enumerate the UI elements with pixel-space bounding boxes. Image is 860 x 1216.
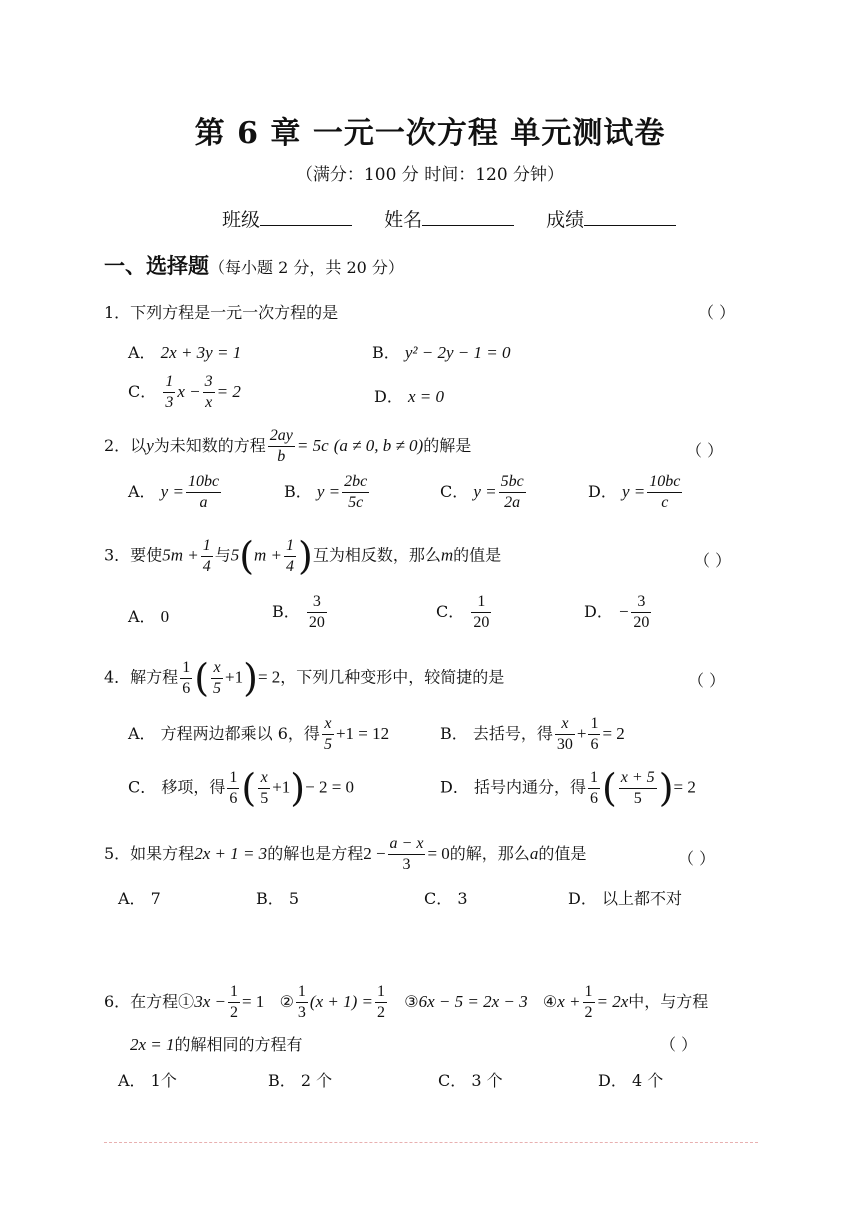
- option-value: 3 个: [471, 1071, 503, 1090]
- option-label: B．: [272, 602, 300, 621]
- fraction: [588, 768, 600, 809]
- stem-text: 中，与方程: [628, 992, 709, 1011]
- fraction: [555, 714, 575, 755]
- frac-num: 1: [227, 768, 239, 789]
- option-value: 1个: [150, 1071, 177, 1090]
- option-value: 5: [288, 889, 300, 908]
- frac-num: 2bc: [342, 472, 369, 493]
- frac-num: x: [322, 714, 334, 735]
- page-subtitle: （满分：100 分 时间：120 分钟）: [295, 165, 565, 185]
- frac-num: 5bc: [499, 472, 526, 493]
- paren-glyph: (: [601, 766, 617, 810]
- frac-den: 5: [323, 736, 332, 753]
- frac-den: 5: [260, 789, 269, 807]
- frac-den: 20: [473, 614, 490, 631]
- q6-option-d[interactable]: [598, 1068, 663, 1091]
- fraction: [201, 536, 213, 577]
- option-math: 0: [160, 607, 170, 626]
- fraction: [284, 536, 296, 577]
- section-title: 一、选择题: [104, 253, 209, 278]
- stem-text: 的值是: [453, 545, 502, 565]
- frac-den: 5: [633, 789, 642, 807]
- student-info-fields: [222, 205, 702, 232]
- stem-var: y: [146, 436, 154, 455]
- class-label: 班级: [222, 209, 261, 231]
- q2-option-c[interactable]: [440, 472, 528, 513]
- fraction: [180, 658, 192, 699]
- option-math: −: [617, 602, 630, 621]
- q6-answer-paren[interactable]: （ ）: [660, 1035, 698, 1054]
- stem-math: 5m +: [162, 545, 199, 565]
- option-label: B．: [284, 482, 312, 501]
- stem-math: 2x + 1 = 3: [194, 844, 268, 863]
- frac-num: 1: [588, 714, 600, 735]
- frac-num: x: [555, 714, 575, 735]
- paren-glyph: (: [194, 656, 210, 700]
- frac-den: 6: [589, 789, 598, 807]
- option-label: C．: [424, 889, 453, 908]
- stem-math: 6x − 5 = 2x − 3: [418, 992, 528, 1011]
- frac-num: 10bc: [647, 472, 682, 493]
- option-text: 方程两边都乘以 6，得: [160, 724, 320, 743]
- stem-text: 2．以: [104, 436, 147, 455]
- option-value: 7: [150, 889, 161, 908]
- frac-num: 1: [375, 982, 387, 1003]
- fraction: [322, 714, 334, 755]
- frac-den: b: [277, 448, 286, 465]
- q5-option-b[interactable]: [256, 886, 299, 909]
- q1-stem: 1．下列方程是一元一次方程的是: [104, 303, 339, 322]
- frac-den: 3: [297, 1004, 306, 1021]
- option-value: 3: [457, 889, 468, 908]
- frac-num: x + 5: [619, 768, 657, 789]
- option-label: C．: [436, 602, 465, 621]
- option-value: 4 个: [631, 1071, 664, 1090]
- frac-den: 3: [402, 856, 411, 873]
- section-heading: [104, 250, 404, 280]
- name-blank[interactable]: [422, 207, 514, 226]
- option-math: − 2 = 0: [305, 777, 355, 797]
- frac-num: 1: [284, 536, 296, 557]
- frac-den: 4: [286, 557, 295, 575]
- fraction: [647, 472, 682, 513]
- frac-den: 6: [182, 679, 191, 697]
- option-label: B．: [268, 1071, 296, 1090]
- option-label: B．: [440, 724, 468, 743]
- option-label: A．: [128, 482, 156, 501]
- stem-text: 与: [214, 545, 231, 565]
- score-blank[interactable]: [584, 207, 676, 226]
- frac-den: 2: [584, 1004, 593, 1021]
- q2-option-d[interactable]: [588, 472, 684, 513]
- fraction: [268, 426, 295, 467]
- fraction: [296, 982, 308, 1023]
- q2-stem: [104, 426, 471, 467]
- section-note: （每小题 2 分，共 20 分）: [209, 258, 404, 277]
- frac-num: a − x: [388, 834, 426, 855]
- fraction: [588, 714, 600, 755]
- stem-text: 的解，那么: [449, 844, 530, 863]
- fraction: [211, 658, 223, 699]
- q1-option-c[interactable]: [128, 372, 241, 413]
- stem-math: (x + 1) =: [309, 992, 373, 1011]
- option-math: = 2: [216, 382, 241, 401]
- fraction: [227, 768, 239, 809]
- q2-option-b[interactable]: [284, 472, 371, 513]
- fraction: [342, 472, 369, 513]
- q3-stem: [104, 534, 501, 578]
- stem-math: 2 −: [363, 844, 386, 863]
- stem-text: ，下列几种变形中，较简捷的是: [280, 667, 505, 687]
- q5-stem: [104, 834, 586, 875]
- stem-math: 2x = 1: [130, 1035, 175, 1054]
- stem-math: x +: [557, 992, 581, 1011]
- stem-math: = 5c: [296, 436, 329, 455]
- q3-option-a[interactable]: [128, 604, 169, 627]
- option-label: D．: [568, 889, 597, 908]
- q5-option-c[interactable]: [424, 886, 468, 909]
- frac-den: 5c: [348, 494, 364, 511]
- q1-option-a[interactable]: [128, 340, 241, 363]
- fraction: [203, 372, 215, 413]
- fraction: [583, 982, 595, 1023]
- q6-stem: [104, 982, 708, 1023]
- frac-den: 5: [213, 679, 222, 697]
- option-label: D．: [440, 777, 469, 797]
- option-math: x = 0: [407, 387, 444, 406]
- option-text: 去括号，得: [472, 724, 553, 743]
- q6-option-b[interactable]: [268, 1068, 332, 1091]
- stem-text: 3．要使: [104, 545, 163, 565]
- frac-den: a: [199, 494, 208, 511]
- stem-text: 为未知数的方程: [153, 436, 266, 455]
- frac-den: 20: [633, 614, 650, 631]
- class-blank[interactable]: [260, 207, 352, 226]
- q3-option-d[interactable]: [584, 592, 653, 633]
- stem-var: m: [440, 545, 454, 565]
- paren-glyph: ): [658, 766, 674, 810]
- fraction: [388, 834, 426, 875]
- option-label: A．: [128, 343, 156, 362]
- q4-answer-paren[interactable]: （ ）: [688, 671, 726, 690]
- stem-math: (a ≠ 0, b ≠ 0): [333, 436, 424, 455]
- option-math: 2x + 3y = 1: [160, 343, 242, 362]
- q5-answer-paren[interactable]: （ ）: [678, 849, 716, 868]
- fraction: [228, 982, 240, 1023]
- q5-option-d[interactable]: [568, 886, 682, 909]
- frac-num: x: [211, 658, 223, 679]
- name-label: 姓名: [384, 209, 423, 231]
- stem-math: = 2x: [596, 992, 629, 1011]
- q5-option-a[interactable]: [118, 886, 161, 909]
- option-label: A．: [128, 607, 156, 626]
- q3-option-b[interactable]: [272, 592, 329, 633]
- option-label: A．: [118, 889, 146, 908]
- name-field[interactable]: [384, 205, 514, 232]
- score-field[interactable]: [546, 205, 676, 232]
- option-label: A．: [128, 724, 156, 743]
- option-label: A．: [118, 1071, 146, 1090]
- stem-text: 的值是: [538, 844, 587, 863]
- option-math: y =: [473, 482, 497, 501]
- paren-glyph: (: [239, 534, 255, 578]
- circled-number: ④: [542, 992, 558, 1011]
- q4-option-d[interactable]: [440, 766, 696, 810]
- option-value: 2 个: [300, 1071, 333, 1090]
- frac-num: 3: [631, 592, 651, 613]
- page-title: 第 6 章 一元一次方程 单元测试卷: [194, 116, 666, 151]
- frac-num: 1: [296, 982, 308, 1003]
- stem-math: m +: [254, 545, 283, 565]
- q3-option-c[interactable]: [436, 592, 493, 633]
- paren-glyph: ): [290, 766, 306, 810]
- stem-math: 5: [230, 545, 240, 565]
- stem-text: 的解也是方程: [267, 844, 364, 863]
- option-label: B．: [372, 343, 400, 362]
- stem-math: 3x −: [194, 992, 226, 1011]
- frac-den: c: [661, 494, 669, 511]
- frac-num: 10bc: [186, 472, 221, 493]
- q6-stem-line2: [130, 1032, 303, 1055]
- option-math: = 2: [673, 777, 696, 797]
- frac-num: 2ay: [268, 426, 295, 447]
- fraction: [163, 372, 175, 413]
- q1-answer-paren[interactable]: （ ）: [698, 303, 736, 322]
- frac-den: 2: [376, 1004, 385, 1021]
- stem-math: = 2: [257, 667, 281, 687]
- fraction: [619, 768, 657, 809]
- fraction: [375, 982, 387, 1023]
- frac-num: 3: [307, 592, 327, 613]
- paren-glyph: (: [241, 766, 257, 810]
- q4-stem: [104, 656, 504, 700]
- option-math: y² − 2y − 1 = 0: [404, 343, 511, 362]
- option-text: 括号内通分，得: [473, 777, 586, 797]
- frac-num: 1: [201, 536, 213, 557]
- score-label: 成绩: [546, 209, 585, 231]
- fraction: [471, 592, 491, 633]
- q2-option-a[interactable]: [128, 472, 223, 513]
- fraction: [258, 768, 270, 809]
- q4-option-a[interactable]: [128, 714, 389, 755]
- option-value: 以上都不对: [601, 889, 682, 908]
- q1-option-b[interactable]: [372, 340, 510, 363]
- q6-option-a[interactable]: [118, 1068, 177, 1091]
- frac-den: 6: [229, 789, 238, 807]
- option-math: y =: [621, 482, 646, 501]
- q6-option-c[interactable]: [438, 1068, 503, 1091]
- q4-option-b[interactable]: [440, 714, 625, 755]
- fraction: [186, 472, 221, 513]
- option-label: D．: [374, 387, 403, 406]
- q2-answer-paren[interactable]: （ ）: [686, 441, 724, 460]
- frac-num: 1: [588, 768, 600, 789]
- stem-text: 互为相反数，那么: [312, 545, 441, 565]
- class-field[interactable]: [222, 205, 352, 232]
- q3-answer-paren[interactable]: （ ）: [694, 551, 732, 570]
- frac-den: 30: [556, 736, 573, 753]
- stem-math: +1: [225, 667, 244, 687]
- option-math: +1: [272, 777, 291, 797]
- circled-number: ③: [404, 992, 419, 1011]
- stem-text: 4．解方程: [104, 667, 179, 687]
- frac-den: 20: [308, 614, 325, 631]
- frac-den: 2a: [504, 494, 521, 511]
- frac-num: 1: [583, 982, 595, 1003]
- frac-num: 1: [180, 658, 192, 679]
- option-label: C．: [128, 777, 157, 797]
- fraction: [307, 592, 327, 633]
- frac-den: 3: [165, 394, 174, 411]
- stem-math: = 1: [241, 992, 265, 1011]
- stem-text: 的解是: [423, 436, 472, 455]
- option-label: B．: [256, 889, 284, 908]
- frac-den: 2: [229, 1004, 238, 1021]
- q4-option-c[interactable]: [128, 766, 354, 810]
- circled-number: ②: [279, 992, 294, 1011]
- frac-num: x: [258, 768, 270, 789]
- option-math: y =: [160, 482, 184, 501]
- option-label: C．: [438, 1071, 467, 1090]
- option-text: 移项，得: [161, 777, 226, 797]
- option-label: D．: [588, 482, 617, 501]
- option-label: C．: [440, 482, 469, 501]
- option-label: D．: [584, 602, 613, 621]
- stem-text: 6．在方程①: [104, 992, 195, 1011]
- option-math: +: [576, 724, 587, 743]
- fraction: [631, 592, 651, 633]
- frac-den: x: [205, 394, 213, 411]
- frac-num: 1: [228, 982, 240, 1003]
- option-label: D．: [598, 1071, 627, 1090]
- frac-num: 3: [203, 372, 215, 393]
- paren-glyph: ): [298, 534, 313, 578]
- frac-den: 6: [590, 736, 599, 753]
- stem-math: = 0: [427, 844, 450, 863]
- option-math: x −: [177, 382, 201, 401]
- stem-var: a: [529, 844, 539, 863]
- q1-option-d[interactable]: [374, 384, 444, 407]
- option-label: C．: [128, 382, 157, 401]
- option-math: +1 = 12: [335, 724, 390, 743]
- frac-num: 1: [471, 592, 491, 613]
- paren-glyph: ): [243, 656, 258, 700]
- page-divider: [104, 1142, 758, 1143]
- option-math: y =: [316, 482, 341, 501]
- option-math: = 2: [602, 724, 625, 743]
- stem-text: 5．如果方程: [104, 844, 195, 863]
- fraction: [499, 472, 526, 513]
- frac-den: 4: [202, 557, 211, 575]
- stem-text: 的解相同的方程有: [174, 1035, 303, 1054]
- frac-num: 1: [163, 372, 175, 393]
